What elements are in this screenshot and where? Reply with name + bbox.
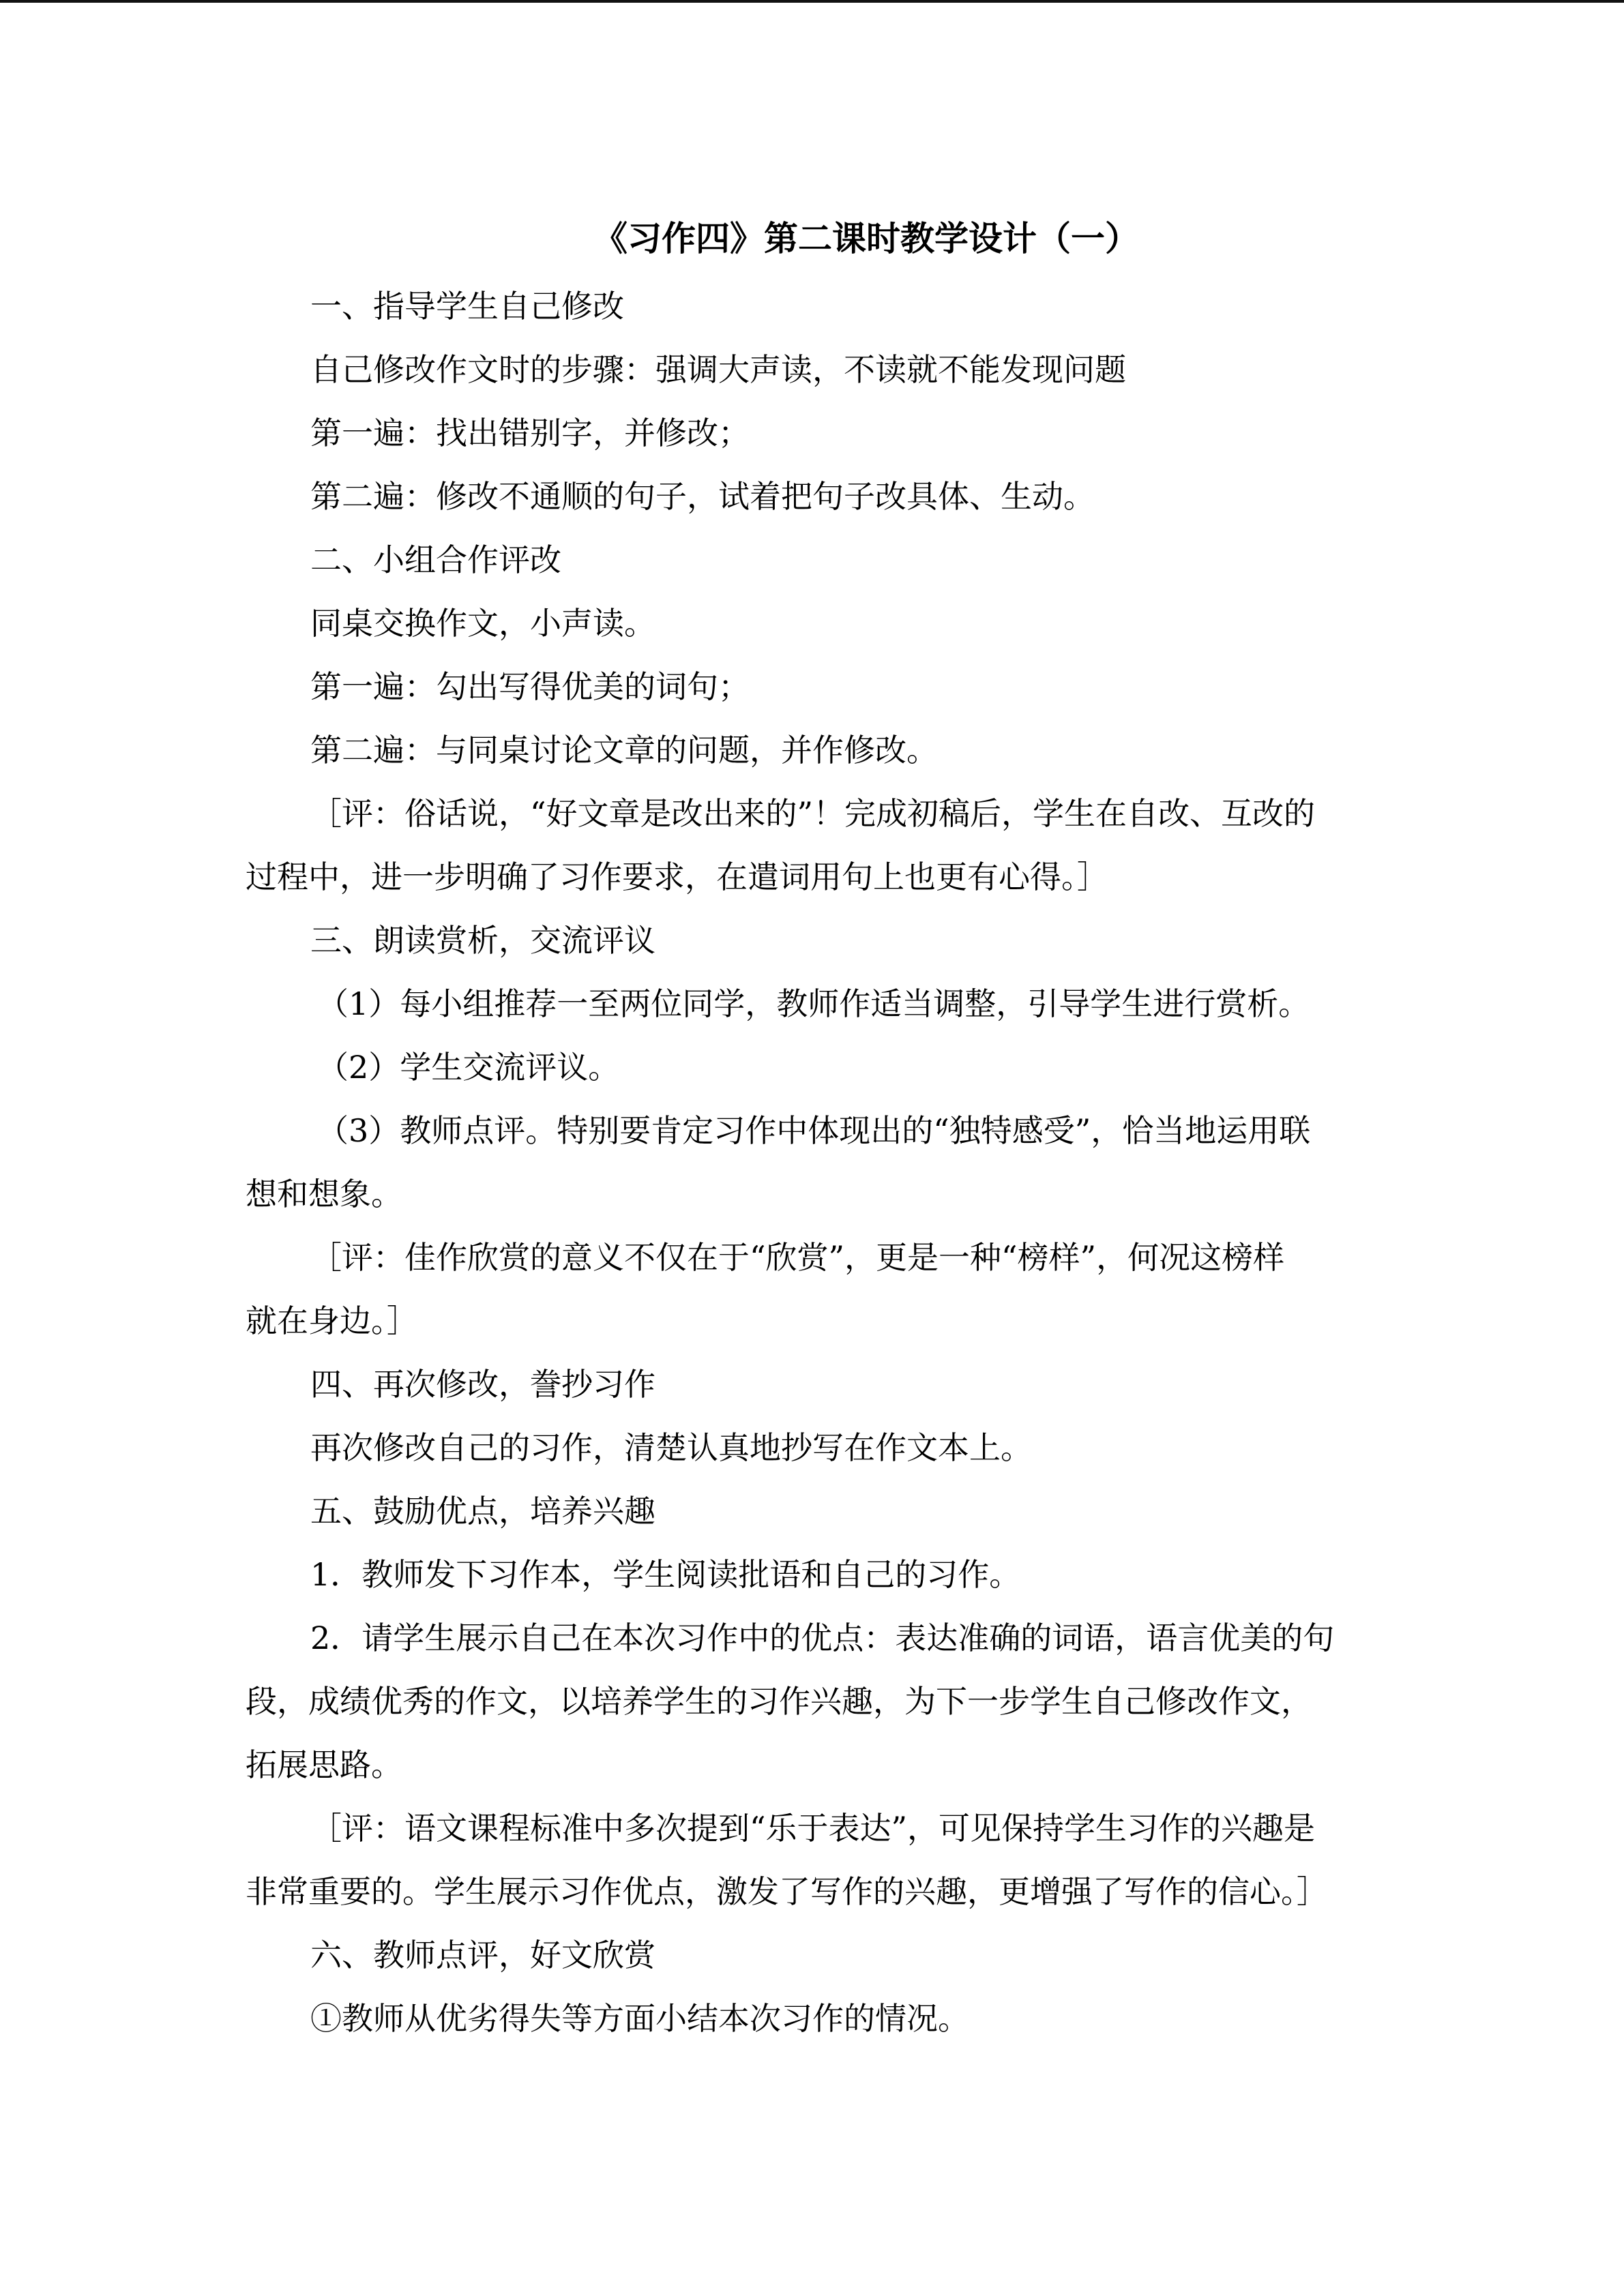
text-line: ［评：语文课程标准中多次提到“乐于表达”，可见保持学生习作的兴趣是 [310, 1810, 1316, 1847]
text-line: 想和想象。 [246, 1176, 402, 1212]
document-title: 《习作四》第二课时教学设计（一） [593, 218, 1139, 258]
text-line: 五、鼓励优点，培养兴趣 [310, 1493, 655, 1530]
text-line: 非常重要的。学生展示习作优点，激发了写作的兴趣，更增强了写作的信心。］ [246, 1873, 1328, 1910]
text-line: 同桌交换作文，小声读。 [310, 605, 655, 642]
text-line: 一、指导学生自己修改 [310, 288, 624, 325]
text-line: 拓展思路。 [246, 1746, 402, 1783]
text-line: 就在身边。］ [246, 1302, 418, 1339]
text-line: （2）学生交流评议。 [317, 1049, 620, 1086]
text-line: （1）每小组推荐一至两位同学，教师作适当调整，引导学生进行赏析。 [317, 985, 1310, 1022]
text-line: 2．请学生展示自己在本次习作中的优点：表达准确的词语，语言优美的句 [310, 1620, 1335, 1656]
document-body [246, 275, 1378, 2051]
text-line: 六、教师点评，好文欣赏 [310, 1937, 655, 1973]
text-line: ①教师从优劣得失等方面小结本次习作的情况。 [310, 2000, 969, 2037]
text-line: 第一遍：找出错别字，并修改； [310, 415, 750, 451]
text-line: （3）教师点评。特别要肯定习作中体现出的“独特感受”，恰当地运用联 [317, 1112, 1311, 1149]
text-line: 1．教师发下习作本，学生阅读批语和自己的习作。 [310, 1556, 1021, 1593]
text-line: 自己修改作文时的步骤：强调大声读，不读就不能发现问题 [310, 351, 1126, 388]
text-line: 第二遍：与同桌讨论文章的问题，并作修改。 [310, 732, 938, 769]
text-line: 第一遍：勾出写得优美的词句； [310, 668, 750, 705]
top-border-line [0, 0, 1624, 3]
text-line: 四、再次修改，誊抄习作 [310, 1366, 655, 1403]
text-line: 段，成绩优秀的作文，以培养学生的习作兴趣，为下一步学生自己修改作文， [246, 1683, 1312, 1720]
text-line: 再次修改自己的习作，清楚认真地抄写在作文本上。 [310, 1429, 1032, 1466]
text-line: 过程中，进一步明确了习作要求，在遣词用句上也更有心得。］ [246, 859, 1108, 895]
text-line: ［评：佳作欣赏的意义不仅在于“欣赏”，更是一种“榜样”，何况这榜样 [310, 1239, 1285, 1276]
text-line: 三、朗读赏析，交流评议 [310, 922, 655, 959]
text-line: ［评：俗话说，“好文章是改出来的”！完成初稿后，学生在自改、互改的 [310, 795, 1316, 832]
text-line: 二、小组合作评改 [310, 541, 561, 578]
text-line: 第二遍：修改不通顺的句子，试着把句子改具体、生动。 [310, 478, 1095, 515]
document-page [246, 208, 1378, 2051]
